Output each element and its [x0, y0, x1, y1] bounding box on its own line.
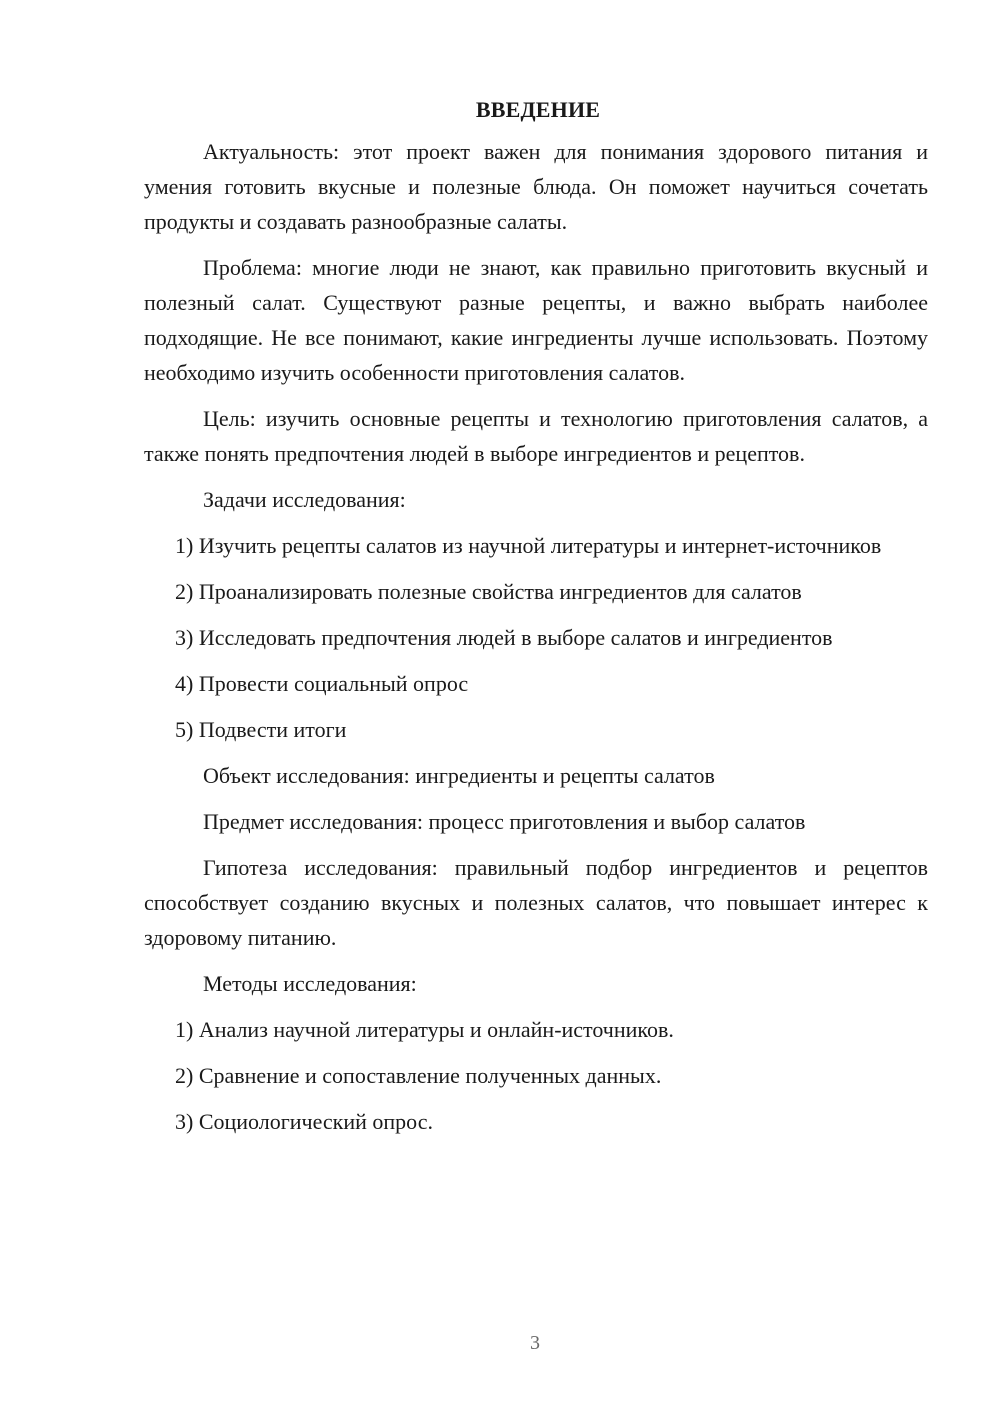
task-item-3: 3) Исследовать предпочтения людей в выборе салатов и ингредиентов [175, 625, 833, 650]
paragraph-tasks-heading: Задачи исследования: [203, 487, 406, 512]
task-item-1: 1) Изучить рецепты салатов из научной литературы и интернет-источников [175, 533, 882, 558]
paragraph-goal: Цель: изучить основные рецепты и технологию приготовления салатов, а также понять предпочтения людей в выборе ингредиентов и рецептов. [144, 406, 928, 466]
paragraph-subject: Предмет исследования: процесс приготовления и выбор салатов [203, 809, 806, 834]
method-item-2: 2) Сравнение и сопоставление полученных данных. [175, 1063, 662, 1088]
paragraph-object: Объект исследования: ингредиенты и рецепты салатов [203, 763, 715, 788]
method-item-3: 3) Социологический опрос. [175, 1109, 433, 1134]
paragraph-hypothesis: Гипотеза исследования: правильный подбор ингредиентов и рецептов способствует созданию вкусных и полезных салатов, что повышает интерес к здоровому питанию. [144, 855, 928, 950]
paragraph-methods-heading: Методы исследования: [203, 971, 417, 996]
task-item-5: 5) Подвести итоги [175, 717, 347, 742]
paragraph-relevance: Актуальность: этот проект важен для понимания здорового питания и умения готовить вкусные и полезные блюда. Он поможет научиться сочетать продукты и создавать разнообразные салаты. [144, 139, 928, 234]
document-page [144, 90, 928, 1150]
paragraph-problem: Проблема: многие люди не знают, как правильно приготовить вкусный и полезный салат. Существуют разные рецепты, и важно выбрать наиболее подходящие. Не все понимают, какие ингредиенты лучше использовать. Поэтому необходимо изучить особенности приготовления салатов. [144, 255, 928, 385]
page-title: ВВЕДЕНИЕ [475, 97, 601, 122]
task-item-4: 4) Провести социальный опрос [175, 671, 469, 696]
method-item-1: 1) Анализ научной литературы и онлайн-источников. [175, 1017, 674, 1042]
page-number: 3 [530, 1332, 540, 1354]
task-item-2: 2) Проанализировать полезные свойства ингредиентов для салатов [175, 579, 802, 604]
